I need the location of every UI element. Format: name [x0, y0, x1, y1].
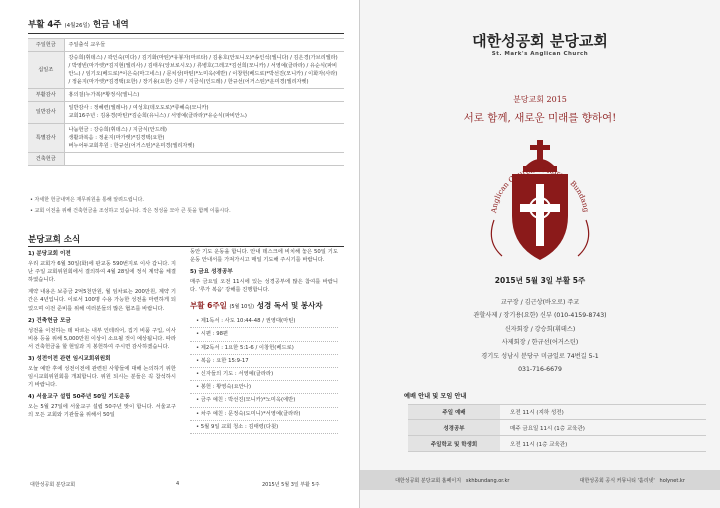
heading-rule — [28, 33, 344, 34]
clergy-line: 경기도 성남시 분당구 미금일로 74번길 5-1 — [481, 352, 599, 360]
row-label: 부활감사 — [28, 89, 64, 102]
clergy-info — [360, 296, 720, 376]
schedule-heading: 부활 6주일 (5월 10일) 성경 독서 및 봉사자 — [190, 301, 323, 311]
row-content: 일반감사 : 정혜련(엘레나) / 여성호(데오도로)*류혜숙(모니카) 교회16주년 : 김용경(마틴)*김순희(유니스) / 서영예(클라라)*유순식(파비안느) — [64, 102, 344, 123]
clergy-line: 신자회장 / 강승희(휘데스) — [504, 325, 576, 333]
row-content: 강승희(휘데스) / 곽인숙(미다) / 김기화(마틴)*유봉자(마르타) / 김용호(안토니오)*송인석(엘니다) / 김은경(가브리엘라) / 박영빈(마가렛)*김지현(엘리사) / 김태우(앙브로시오) / 류병호(그레고*김선희(모니카) / 서영예(클라라) / 유순식(파비안느) / 임기오(베드로)*이은숙(마그네스) / 문치상(마틴)*노미옥(에반) / 이창헌(베드로)*박선진(모니카) / 이화자(사라) / 정윤지(마가렛)*김경택(요한) / 장기용(요한) 신부 / 지금식(인드레) / 한규선(어거스틴)*운미경(엘리자벳) — [64, 52, 344, 89]
table-row — [28, 89, 344, 102]
service-time: 매주 금요일 11시 (1층 교육관) — [510, 425, 585, 432]
row-content — [64, 152, 344, 165]
offering-heading: 부활 4주 (4월26일) 헌금 내역 — [28, 20, 129, 30]
service-time: 오전 11시 (지하 성전) — [510, 410, 564, 416]
list-item: • 차주 예친 : 문정숙(도미니)*서영예(클라라) — [190, 408, 338, 421]
slogan: 서로 함께, 새로운 미래를 향하여! — [463, 112, 617, 124]
row-label: 주일헌금 — [28, 39, 64, 52]
row-label: 일반감사 — [28, 102, 64, 123]
news-heading: 분당교회 소식 — [28, 235, 81, 245]
news-column-1 — [28, 248, 176, 423]
homepage-link[interactable]: skhbundang.or.kr — [465, 477, 510, 484]
schedule-list — [190, 315, 338, 434]
offering-note: • 자세한 헌금내역은 재무위원을 통해 알려드립니다. — [30, 197, 144, 203]
service-name: 주일학교 및 학생회 — [408, 436, 500, 451]
news-item-title: 1) 분당교회 이전 — [28, 251, 71, 257]
footer-left: 대한성공회 분당교회 — [30, 482, 76, 488]
community-info: 대한성공회 공식 커뮤니티 '홀리넷' holynet.kr — [579, 477, 685, 484]
clergy-line: 031-716-6679 — [518, 366, 562, 374]
list-item: • 제2독서 : 1요한 5:1-6 / 이창헌(베드로) — [190, 342, 338, 355]
page-number: 4 — [176, 481, 180, 487]
list-item: • 5월 9일 교회 청소 : 김태령(다윗) — [190, 421, 338, 434]
row-content: 홍의걸(누가복)*황정식(엘니스) — [64, 89, 344, 102]
row-content: 나눔헌금 : 강승희(휘데스) / 지금식(안드레) 생활과복음 : 정윤지(마가렛)*김경택(요한) 버누어두교회후원 : 한규선(어거스틴)*운미경(엘리자벳) — [64, 123, 344, 152]
list-item: • 제1독서 : 사도 10:44-48 / 권영대(마틴) — [190, 315, 338, 328]
church-logo-icon — [472, 138, 608, 266]
news-item-body: 오늘 예만 후에 성전이전에 관련된 사항들에 대해 논의하기 위한 임시교회위원회를 개최합니다. 위원 되시는 분들은 꼭 참석하시기 바랍니다. — [28, 365, 176, 389]
news-item-title: 5) 금요 성경공부 — [190, 269, 233, 276]
homepage-info: 대한성공회 분당교회 홈페이지 skhbundang.or.kr — [395, 477, 510, 484]
church-english-name: St. Mark's Anglican Church — [491, 51, 589, 57]
service-name: 주일 예배 — [408, 405, 500, 419]
list-item: • 봉헌 : 황영숙(요안나) — [190, 381, 338, 394]
news-item-body: 계약 내용은 보증금 2억5천만원, 월 임차료는 200만원, 계약 기간은 4년입니다. 이로서 100명 수용 가능한 성전을 마련하게 되었으며 이전 준비를 위해 여러분들의 많은 협조를 바랍니다. — [28, 289, 176, 312]
news-item-body: 성전을 이전하는 데 따르는 내부 인테리어, 집기 비품 구입, 이사 비용 등을 위해 5,000만원 이상이 소요될 것이 예상됩니다. 따라서 건축헌금을 할 현일과 지 봉헌하여 주시면 감사하겠습니다. — [28, 327, 177, 350]
footer-right: 2015년 5월 3일 부활 5주 — [262, 482, 320, 488]
table-row — [28, 39, 344, 52]
row-content: 주일출석 교우들 — [64, 39, 344, 52]
church-title: 대한성공회 분당교회 — [472, 32, 608, 50]
news-item-body: 동안 기도 운동을 합니다. 안내 데스크에 비치해 놓은 50일 기도운동 안내서를 가져가시고 매일 기도해 주시기를 바랍니다. — [190, 249, 338, 264]
row-label: 건축헌금 — [28, 152, 64, 165]
clergy-line: 교구장 / 김근상(바오로) 주교 — [500, 299, 580, 306]
news-item-title: 3) 성전이전 관련 임시교회위원회 — [28, 356, 111, 363]
list-item: • 복음 : 요한 15:9-17 — [190, 355, 338, 368]
slogan-year: 분당교회 2015 — [513, 95, 567, 104]
service-date: 2015년 5월 3일 부활 5주 — [494, 276, 586, 285]
logo-lettering: Anglican Church of Korea, Bundang — [489, 164, 591, 214]
offering-note: • 교회 이전을 위해 건축헌금을 조성하고 있습니다. 작은 정성을 모아 큰 뜻을 함께 이룹시다. — [30, 208, 231, 214]
service-heading: 예배 안내 및 모임 안내 — [404, 393, 467, 400]
list-item: • 시편 : 98편 — [190, 328, 338, 341]
news-column-2 — [190, 248, 338, 434]
community-link[interactable]: holynet.kr — [659, 477, 685, 484]
service-name: 성경공부 — [408, 420, 500, 435]
news-item-title: 4) 서울교구 설립 50주년 50일 기도운동 — [28, 394, 131, 401]
bottom-bar — [360, 470, 720, 490]
table-row — [28, 102, 344, 123]
table-row — [408, 420, 706, 436]
clergy-line: 관할사제 / 장기용(요한) 신부 (010-4159-8743) — [473, 312, 607, 320]
row-label: 십일조 — [28, 52, 64, 89]
heading-rule — [28, 246, 344, 247]
news-item-title: 2) 건축헌금 모금 — [28, 317, 71, 324]
table-row — [408, 436, 706, 452]
clergy-line: 사제회장 / 한규선(어거스틴) — [501, 339, 579, 347]
list-item: • 신자들의 기도 : 서영예(클라라) — [190, 368, 338, 381]
service-table — [408, 404, 706, 452]
news-item-body: 오는 5월 27일에 서울교구 설립 50주년 맞이 합니다. 서울교구의 모든 교회와 기관들을 위해서 50일 — [28, 404, 176, 419]
service-time: 오전 11시 (1층 교육관) — [510, 441, 568, 448]
table-row — [408, 404, 706, 420]
table-row — [28, 152, 344, 165]
news-item-body: 우리 교회가 6월 30일(화)에 판교동 590번지로 이사 갑니다. 지난 주일 교회위원회에서 결의하여 4월 28일에 정식 계약을 체결하였습니다. — [28, 260, 176, 284]
news-item-body: 매주 금요일 오전 11시에 있는 성경공부에 많은 참여를 바랍니다. '루가 복음' 강해를 진행합니다. — [190, 279, 338, 294]
table-row — [28, 123, 344, 152]
offering-table — [28, 38, 344, 166]
table-row — [28, 52, 344, 89]
row-label: 특별감사 — [28, 123, 64, 152]
list-item: • 금주 예친 : 박선진(모니카)*노미옥(에반) — [190, 394, 338, 407]
